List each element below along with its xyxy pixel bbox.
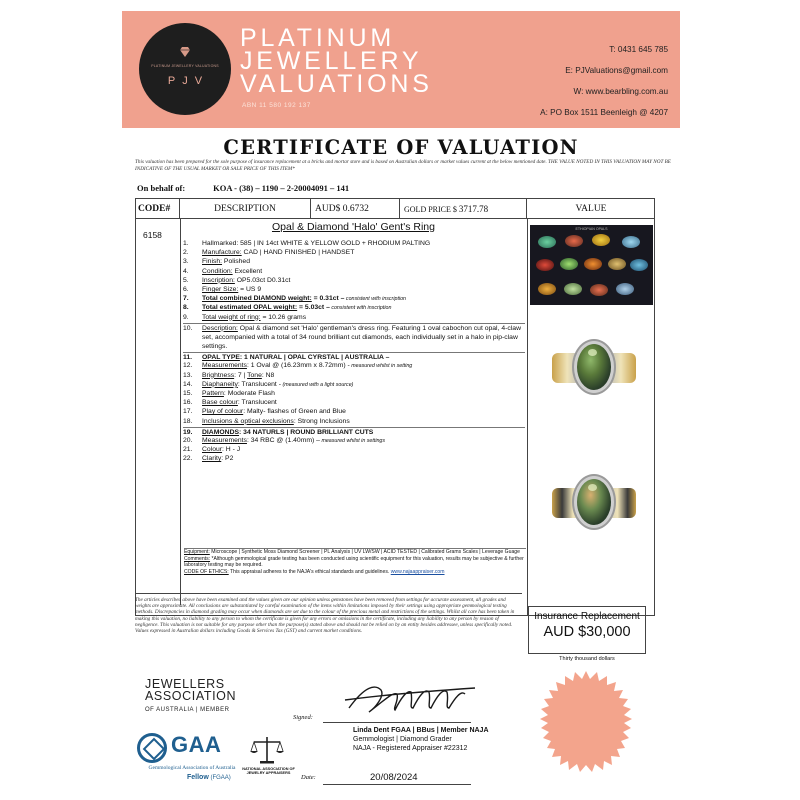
brand-name	[240, 24, 433, 98]
item-code: 6158	[143, 230, 162, 240]
appraiser-role: Gemmologist | Diamond Grader	[353, 736, 452, 744]
disclaimer-text: The articles described above have been examined and the values given are our opinion unless gemstones have been removed from settings for accurate assessment, all grades and weights are approximate. All conclusions are substantiated by careful examination of the items within limitations imposed by their settings using appropriate gemmological testing methods. Discrepancies in diamond grading may occur when diamonds are set due to the colour of the precious metal and restrictions of the settings. Whilst all care has been taken in making this valuation, no liability to any person to whom the certificate is given for any errors or omissions in the certificate, including any liability to any person by reason of negligence. This valuation is not suitable for any purpose other than the purpose(s) stated above and should not be relied on by an entity besides addressee, unless specifically noted. Values expressed in Australian dollars including Goods & Services Tax (GST) and current market conditions.	[135, 593, 522, 634]
equipment-block	[184, 548, 526, 575]
contact-phone: T: 0431 645 785	[609, 45, 668, 54]
appraiser-naja: NAJA - Registered Appraiser #22312	[353, 745, 468, 753]
logo-small-text: PLATINUM JEWELLERY VALUATIONS	[151, 64, 219, 68]
pjv-logo	[139, 23, 231, 115]
aud-value: 0.6732	[342, 204, 369, 214]
date-line	[323, 784, 471, 785]
diamond-icon	[179, 47, 191, 57]
header-value: VALUE	[527, 199, 655, 219]
gaa-fellow: Fellow (FGAA)	[187, 774, 231, 781]
opal-swatch	[584, 258, 602, 270]
opal-swatch	[564, 283, 582, 295]
ja-line: JEWELLERS	[145, 677, 225, 691]
opal-swatch	[608, 258, 626, 270]
ethics-line: CODE OF ETHICS: This appraisal adheres to the NAJA's ethical standards and guidelines. www.najaappraiser.com	[184, 568, 445, 575]
gold-label: GOLD PRICE $	[404, 205, 457, 214]
contact-block	[540, 39, 668, 123]
equipment-line: Equipment: Microscope | Synthetic Moss Diamond Screener | PL Analysis | UV LW/SW | ACID TESTED | Calibrated Grams Scales | Leverage Guage	[184, 549, 520, 555]
gold-value: 3717.78	[458, 204, 489, 214]
contact-web[interactable]: W: www.bearbling.com.au	[573, 87, 668, 96]
detail-row: 4. Condition: Excellent	[183, 267, 263, 275]
detail-row: 6. Finger Size: = US 9	[183, 285, 262, 293]
company-seal-icon	[533, 671, 639, 777]
scales-icon	[248, 735, 286, 765]
detail-row: 21. Colour: H - J	[183, 446, 241, 454]
detail-row: 17. Play of colour: Malty- flashes of Green and Blue	[183, 408, 346, 416]
ja-member: OF AUSTRALIA | MEMBER	[145, 707, 230, 713]
insurance-label: Insurance Replacement	[534, 611, 640, 622]
signature-image	[335, 678, 485, 720]
opal-swatch	[590, 284, 608, 296]
insurance-value: AUD $30,000	[543, 624, 631, 640]
detail-row: 14. Diaphaneity: Translucent - (measured with a light source)	[183, 380, 354, 388]
detail-row: 18. Inclusions & optical exclusions: Strong Inclusions	[183, 417, 350, 425]
aud-label: AUD$	[315, 204, 341, 214]
brand-line: VALUATIONS	[240, 70, 433, 98]
jewellers-association-logo	[145, 678, 236, 716]
signature-line	[323, 722, 471, 723]
detail-row-description: 10. Description: Opal & diamond set 'Halo' gentleman's dress ring. Featuring 1 oval cabochon cut opal, 4-claw set, accompanied with a total of 34 round brilliant cut diamonds, each individually set in a halo in pip-claw settings.	[183, 323, 525, 352]
valuation-table	[135, 198, 655, 616]
certificate-page	[115, 6, 687, 796]
on-behalf-label: On behalf of:	[137, 183, 186, 193]
abn-number: ABN 11 580 192 137	[242, 102, 311, 109]
naja-subtitle: NATIONAL ASSOCIATION OF JEWELRY APPRAISERS	[242, 767, 295, 776]
ethics-link[interactable]: www.najaappraiser.com	[390, 568, 445, 575]
opal-swatch	[538, 283, 556, 295]
gaa-logo: GAA	[171, 732, 222, 757]
detail-row: 22. Clarity: P2	[183, 455, 234, 463]
opal-swatch	[560, 258, 578, 270]
date-value: 20/08/2024	[370, 772, 418, 783]
header-description: DESCRIPTION	[180, 199, 311, 219]
logo-letters: PJV	[167, 75, 210, 87]
date-label: Date:	[301, 774, 316, 781]
opal-swatch	[536, 259, 554, 271]
on-behalf-value: KOA - (38) – 1190 – 2-20004091 – 141	[213, 183, 350, 193]
header-aud	[311, 199, 400, 219]
detail-row: 5. Inscription: OP5.03ct D0.31ct	[183, 276, 291, 284]
detail-row: 16. Base colour: Translucent	[183, 399, 277, 407]
detail-row: 9. Total weight of ring: = 10.26 grams	[183, 313, 307, 321]
ring-photo-angle	[548, 474, 640, 532]
detail-row: 20. Measurements: 34 RBC @ (1.40mm) – measured whilst in settings	[183, 436, 386, 444]
detail-row: 12. Measurements: 1 Oval @ (16.23mm x 8.72mm) - measured whilst in setting	[183, 362, 413, 370]
signed-label: Signed:	[293, 714, 313, 721]
ja-line: ASSOCIATION	[145, 689, 237, 703]
gaa-emblem-icon	[137, 733, 167, 763]
opal-swatch	[630, 259, 648, 271]
header-code: CODE#	[136, 199, 180, 219]
appraiser-name: Linda Dent FGAA | BBus | Member NAJA	[353, 727, 489, 734]
detail-row: 11. OPAL TYPE: 1 NATURAL | OPAL CYRSTAL | AUSTRALIA –	[183, 352, 525, 361]
opal-swatch	[538, 236, 556, 248]
item-details	[183, 239, 525, 464]
insurance-box	[528, 606, 646, 654]
brand-line: PLATINUM	[240, 24, 395, 52]
certificate-title: CERTIFICATE OF VALUATION	[223, 136, 579, 159]
detail-row: 15. Pattern: Moderate Flash	[183, 390, 275, 398]
opal-swatch	[592, 234, 610, 246]
detail-row: 3. Finish: Polished	[183, 258, 250, 266]
ring-photo-front	[548, 339, 640, 397]
opal-chart-caption: ETHIOPIAN OPALS	[575, 227, 608, 231]
opal-swatch	[616, 283, 634, 295]
contact-email[interactable]: E: PJValuations@gmail.com	[565, 66, 668, 75]
detail-row: 2. Manufacture: CAD | HAND FINISHED | HANDSET	[183, 249, 355, 257]
detail-row: 19. DIAMONDS: 34 NATURLS | ROUND BRILLIANT CUTS	[183, 427, 525, 436]
intro-fine-print: This valuation has been prepared for the sole purpose of insurance replacement at a bricks and mortar store and is based on Australian dollars or market values current at the below mentioned date. THE VALUE NOTED IN THIS VALUATION MAY NOT BE INDICATIVE OF THE USUAL MARKET OR SALE PRICE OF THIS ITEM*	[135, 159, 671, 172]
opal-reference-chart	[530, 225, 653, 305]
item-title: Opal & Diamond 'Halo' Gent's Ring	[271, 221, 435, 233]
insurance-words: Thirty thousand dollars	[559, 656, 615, 662]
brand-line: JEWELLERY	[240, 47, 423, 75]
header-gold-price	[400, 199, 527, 219]
opal-swatch	[622, 236, 640, 248]
column-divider	[527, 219, 528, 615]
detail-row: 13. Brightness: 7 | Tone: N8	[183, 371, 275, 379]
column-divider	[180, 219, 181, 605]
on-behalf-of	[137, 183, 349, 193]
appraiser-block	[353, 726, 489, 754]
header-band	[122, 11, 680, 128]
gaa-subtitle: Gemmological Association of Australia	[148, 765, 236, 771]
detail-row: 1. Hallmarked: 585 | IN 14ct WHITE & YELLOW GOLD + RHODIUM PALTING	[183, 240, 431, 247]
contact-address: A: PO Box 1511 Beenleigh @ 4207	[540, 108, 668, 117]
comments-line: Comments: *Although gemmological grade testing has been conducted using scientific equipment for this valuation, results may be subjective & further laboratory testing may be required.	[184, 555, 524, 569]
detail-row: 7. Total combined DIAMOND weight: = 0.31ct – consistent with inscription	[183, 295, 406, 303]
detail-row: 8. Total estimated OPAL weight: = 5.03ct – consistent with inscription	[183, 304, 392, 312]
opal-swatch	[565, 235, 583, 247]
